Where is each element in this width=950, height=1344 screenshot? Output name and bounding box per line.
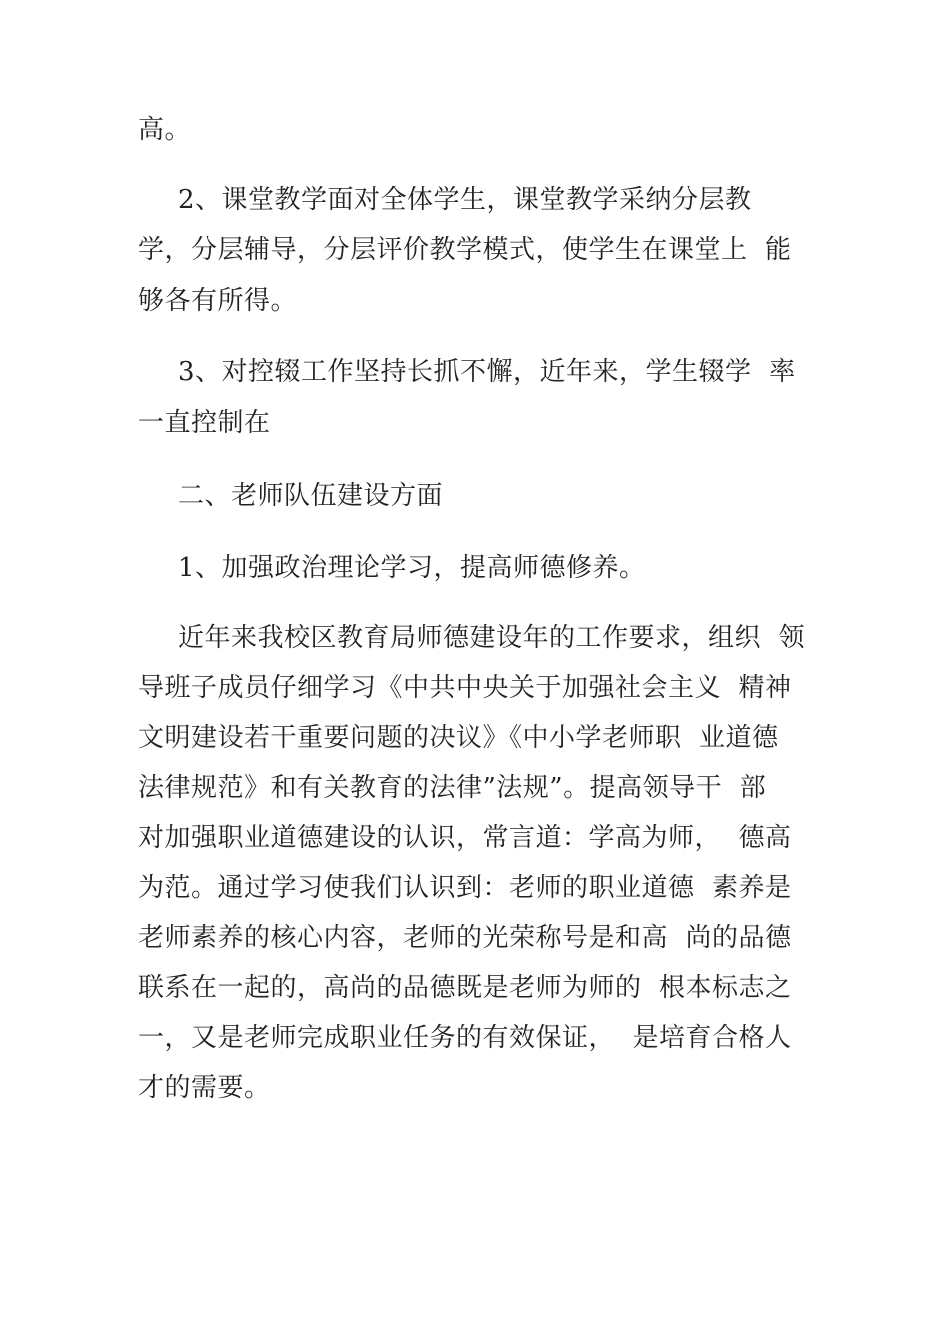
text-line: 3、对控辍工作坚持长抓不懈，近年来，学生辍学 率 <box>178 357 796 387</box>
text-line: 对加强职业道德建设的认识，常言道：学高为师， 德高 <box>138 823 792 853</box>
text-line: 联系在一起的，高尚的品德既是老师为师的 根本标志之 <box>138 973 792 1003</box>
text-line: 近年来我校区教育局师德建设年的工作要求，组织 领 <box>178 623 806 653</box>
subsection-heading: 1、加强政治理论学习，提高师德修养。 <box>178 553 646 583</box>
text-line: 高。 <box>138 115 192 145</box>
text-line: 一直控制在 <box>138 408 271 438</box>
text-line: 法律规范》和有关教育的法律”法规”。提高领导干 部 <box>138 773 767 803</box>
text-line: 一，又是老师完成职业任务的有效保证， 是培育合格人 <box>138 1023 792 1053</box>
text-line: 才的需要。 <box>138 1073 271 1103</box>
section-heading: 二、老师队伍建设方面 <box>178 481 444 511</box>
text-line: 老师素养的核心内容，老师的光荣称号是和高 尚的品德 <box>138 923 792 953</box>
text-line: 够各有所得。 <box>138 286 298 316</box>
text-line: 文明建设若干重要问题的决议》《中小学老师职 业道德 <box>138 723 779 753</box>
text-line: 学，分层辅导，分层评价教学模式，使学生在课堂上 能 <box>138 235 792 265</box>
text-line: 导班子成员仔细学习《中共中央关于加强社会主义 精神 <box>138 673 792 703</box>
text-line: 为范。通过学习使我们认识到：老师的职业道德 素养是 <box>138 873 792 903</box>
text-line: 2、课堂教学面对全体学生，课堂教学采纳分层教 <box>178 185 752 215</box>
